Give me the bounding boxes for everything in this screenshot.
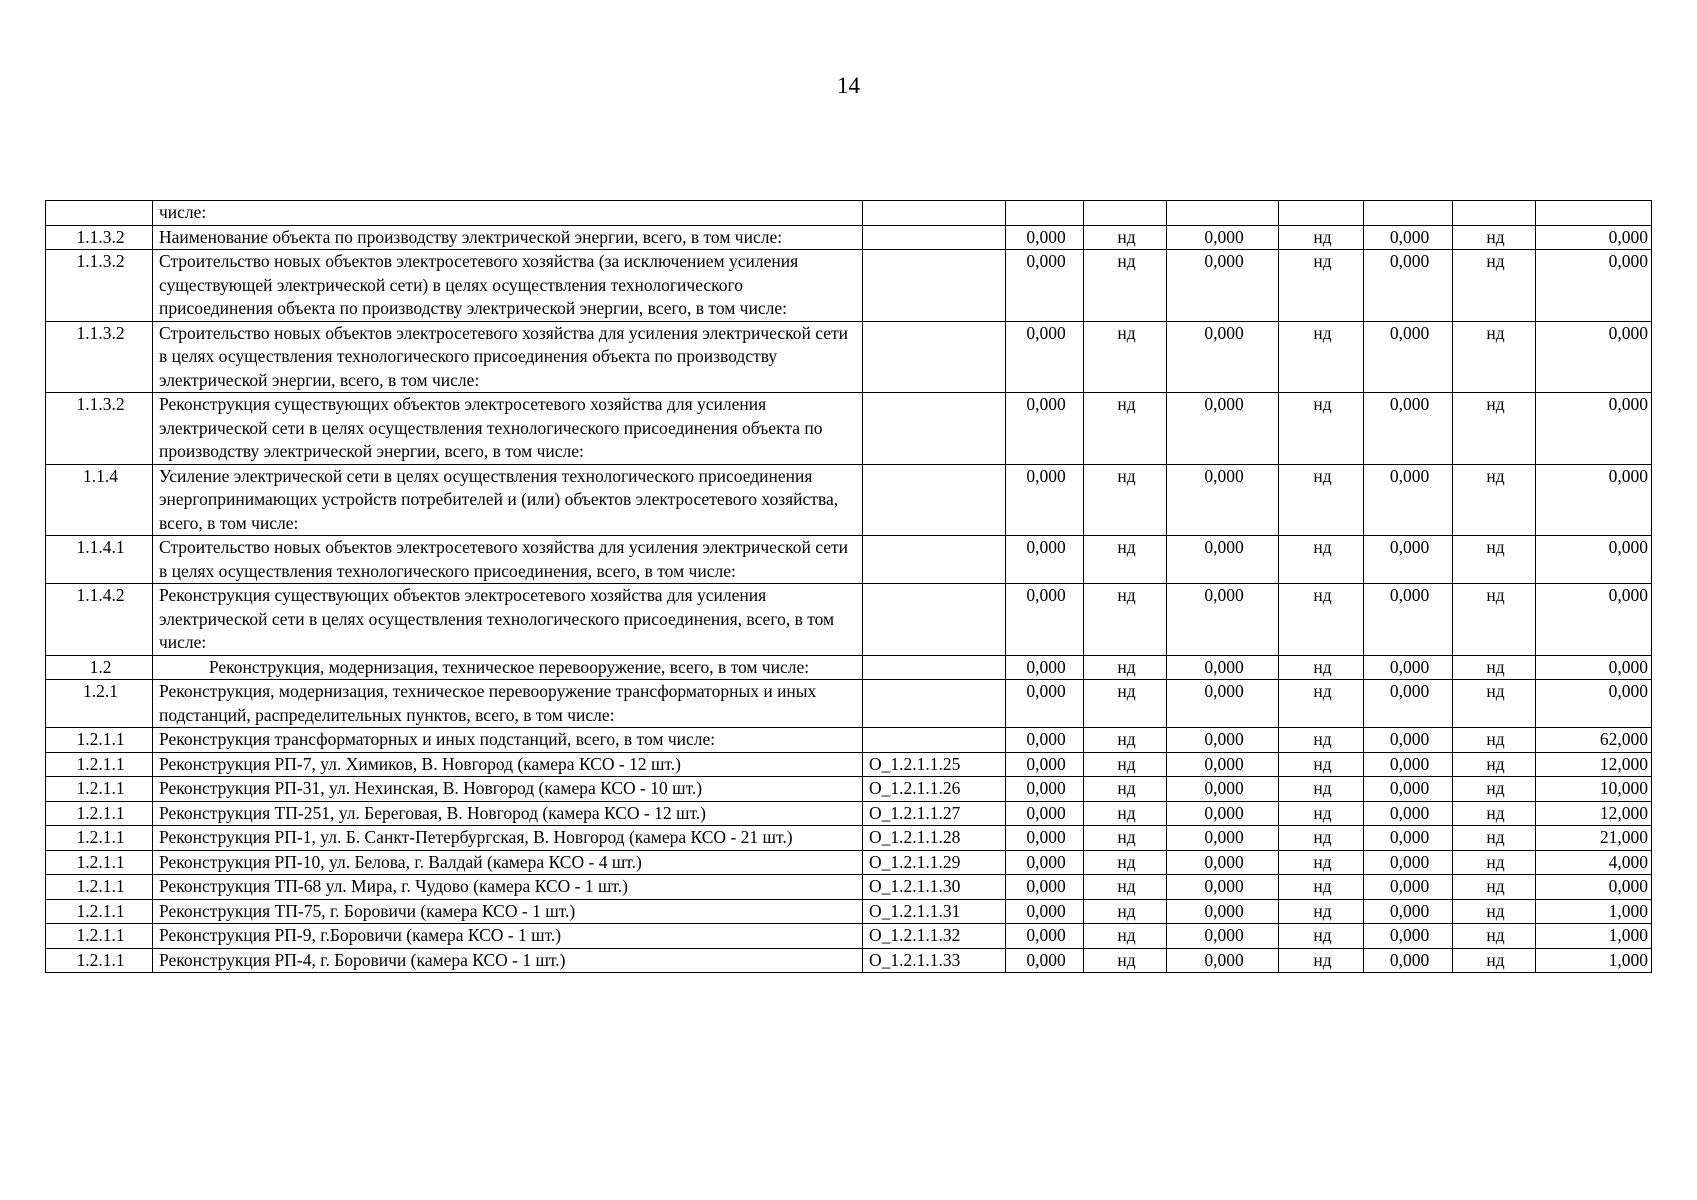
value-cell: 0,000 — [1167, 536, 1279, 584]
nd-cell: нд — [1279, 948, 1364, 973]
table-row — [46, 924, 1652, 949]
value-cell: 0,000 — [1364, 801, 1453, 826]
row-name-cell: Реконструкция ТП-68 ул. Мира, г. Чудово (камера КСО - 1 шт.) — [153, 875, 863, 900]
total-value-cell — [1536, 201, 1652, 226]
value-cell: 0,000 — [1364, 250, 1453, 322]
row-name-cell: Реконструкция РП-10, ул. Белова, г. Валдай (камера КСО - 4 шт.) — [153, 850, 863, 875]
nd-cell: нд — [1453, 655, 1536, 680]
value-cell: 0,000 — [1364, 875, 1453, 900]
total-value-cell: 0,000 — [1536, 393, 1652, 465]
row-number-cell: 1.2.1.1 — [46, 728, 153, 753]
total-value-cell: 21,000 — [1536, 826, 1652, 851]
nd-cell: нд — [1453, 777, 1536, 802]
value-cell: 0,000 — [1364, 464, 1453, 536]
nd-cell: нд — [1453, 801, 1536, 826]
total-value-cell: 1,000 — [1536, 948, 1652, 973]
nd-cell: нд — [1453, 752, 1536, 777]
row-name-cell: Строительство новых объектов электросетевого хозяйства (за исключением усиления существующей электрической сети) в целях осуществления технологического присоединения объекта по производству электрической энергии, всего, в том числе: — [153, 250, 863, 322]
total-value-cell: 0,000 — [1536, 584, 1652, 656]
total-value-cell: 10,000 — [1536, 777, 1652, 802]
nd-cell: нд — [1279, 752, 1364, 777]
value-cell: 0,000 — [1167, 464, 1279, 536]
row-code-cell: О_1.2.1.1.30 — [863, 875, 1006, 900]
value-cell: 0,000 — [1006, 321, 1084, 393]
value-cell: 0,000 — [1006, 225, 1084, 250]
nd-cell: нд — [1279, 728, 1364, 753]
value-cell: 0,000 — [1167, 948, 1279, 973]
row-name-cell: Реконструкция РП-31, ул. Нехинская, В. Новгород (камера КСО - 10 шт.) — [153, 777, 863, 802]
row-name-cell: Реконструкция РП-4, г. Боровичи (камера КСО - 1 шт.) — [153, 948, 863, 973]
row-code-cell — [863, 225, 1006, 250]
nd-cell — [1084, 201, 1167, 226]
nd-cell: нд — [1279, 536, 1364, 584]
total-value-cell: 0,000 — [1536, 321, 1652, 393]
row-code-cell: О_1.2.1.1.32 — [863, 924, 1006, 949]
table-row — [46, 899, 1652, 924]
row-code-cell — [863, 655, 1006, 680]
nd-cell: нд — [1084, 899, 1167, 924]
table-row — [46, 752, 1652, 777]
value-cell: 0,000 — [1167, 801, 1279, 826]
total-value-cell: 62,000 — [1536, 728, 1652, 753]
value-cell: 0,000 — [1006, 728, 1084, 753]
row-code-cell: О_1.2.1.1.26 — [863, 777, 1006, 802]
value-cell: 0,000 — [1167, 850, 1279, 875]
value-cell: 0,000 — [1364, 826, 1453, 851]
row-code-cell — [863, 680, 1006, 728]
nd-cell: нд — [1084, 536, 1167, 584]
value-cell: 0,000 — [1167, 924, 1279, 949]
table-row — [46, 680, 1652, 728]
row-number-cell: 1.1.3.2 — [46, 250, 153, 322]
value-cell: 0,000 — [1167, 899, 1279, 924]
row-code-cell — [863, 584, 1006, 656]
value-cell: 0,000 — [1006, 464, 1084, 536]
row-number-cell: 1.2.1.1 — [46, 899, 153, 924]
nd-cell: нд — [1453, 728, 1536, 753]
nd-cell: нд — [1084, 875, 1167, 900]
nd-cell: нд — [1279, 321, 1364, 393]
row-number-cell: 1.2 — [46, 655, 153, 680]
row-number-cell: 1.2.1.1 — [46, 826, 153, 851]
value-cell: 0,000 — [1167, 584, 1279, 656]
total-value-cell: 0,000 — [1536, 655, 1652, 680]
total-value-cell: 0,000 — [1536, 225, 1652, 250]
value-cell: 0,000 — [1006, 826, 1084, 851]
value-cell: 0,000 — [1167, 875, 1279, 900]
table-row — [46, 948, 1652, 973]
value-cell: 0,000 — [1167, 752, 1279, 777]
row-number-cell: 1.1.4.1 — [46, 536, 153, 584]
value-cell: 0,000 — [1167, 826, 1279, 851]
value-cell: 0,000 — [1364, 584, 1453, 656]
nd-cell: нд — [1453, 875, 1536, 900]
row-number-cell: 1.2.1.1 — [46, 850, 153, 875]
total-value-cell: 12,000 — [1536, 752, 1652, 777]
nd-cell: нд — [1279, 393, 1364, 465]
value-cell: 0,000 — [1364, 680, 1453, 728]
value-cell: 0,000 — [1006, 680, 1084, 728]
total-value-cell: 0,000 — [1536, 464, 1652, 536]
row-name-cell: Наименование объекта по производству электрической энергии, всего, в том числе: — [153, 225, 863, 250]
table-row — [46, 728, 1652, 753]
row-name-cell: Строительство новых объектов электросетевого хозяйства для усиления электрической сети в целях осуществления технологического присоединения объекта по производству электрической энергии, всего, в том числе: — [153, 321, 863, 393]
row-name-cell: Реконструкция РП-1, ул. Б. Санкт-Петербургская, В. Новгород (камера КСО - 21 шт.) — [153, 826, 863, 851]
nd-cell: нд — [1279, 655, 1364, 680]
nd-cell: нд — [1084, 250, 1167, 322]
page-number: 14 — [837, 73, 860, 98]
value-cell: 0,000 — [1006, 899, 1084, 924]
row-number-cell: 1.1.3.2 — [46, 393, 153, 465]
nd-cell: нд — [1279, 899, 1364, 924]
nd-cell: нд — [1084, 948, 1167, 973]
nd-cell: нд — [1453, 826, 1536, 851]
row-number-cell: 1.2.1.1 — [46, 875, 153, 900]
nd-cell — [1279, 201, 1364, 226]
value-cell: 0,000 — [1364, 321, 1453, 393]
row-number-cell: 1.2.1.1 — [46, 924, 153, 949]
value-cell: 0,000 — [1167, 225, 1279, 250]
row-name-cell: Реконструкция ТП-251, ул. Береговая, В. Новгород (камера КСО - 12 шт.) — [153, 801, 863, 826]
row-code-cell: О_1.2.1.1.27 — [863, 801, 1006, 826]
nd-cell: нд — [1279, 924, 1364, 949]
nd-cell: нд — [1084, 728, 1167, 753]
total-value-cell: 4,000 — [1536, 850, 1652, 875]
nd-cell: нд — [1084, 655, 1167, 680]
nd-cell: нд — [1084, 826, 1167, 851]
value-cell: 0,000 — [1167, 680, 1279, 728]
row-number-cell: 1.1.4 — [46, 464, 153, 536]
row-number-cell: 1.2.1.1 — [46, 948, 153, 973]
total-value-cell: 0,000 — [1536, 875, 1652, 900]
nd-cell: нд — [1279, 826, 1364, 851]
table-row — [46, 464, 1652, 536]
nd-cell: нд — [1453, 464, 1536, 536]
row-number-cell: 1.2.1 — [46, 680, 153, 728]
value-cell: 0,000 — [1006, 777, 1084, 802]
nd-cell: нд — [1279, 850, 1364, 875]
table-row — [46, 201, 1652, 226]
nd-cell: нд — [1279, 584, 1364, 656]
nd-cell: нд — [1084, 924, 1167, 949]
row-number-cell: 1.2.1.1 — [46, 752, 153, 777]
nd-cell: нд — [1084, 680, 1167, 728]
value-cell: 0,000 — [1364, 924, 1453, 949]
table-row — [46, 875, 1652, 900]
row-number-cell: 1.2.1.1 — [46, 801, 153, 826]
nd-cell: нд — [1279, 225, 1364, 250]
total-value-cell: 1,000 — [1536, 899, 1652, 924]
value-cell — [1167, 201, 1279, 226]
row-name-cell: Реконструкция существующих объектов электросетевого хозяйства для усиления электрической сети в целях осуществления технологического присоединения объекта по производству электрической энергии, всего, в том числе: — [153, 393, 863, 465]
total-value-cell: 0,000 — [1536, 536, 1652, 584]
investment-program-table — [45, 200, 1652, 973]
row-code-cell — [863, 250, 1006, 322]
total-value-cell: 0,000 — [1536, 250, 1652, 322]
nd-cell: нд — [1453, 225, 1536, 250]
row-code-cell: О_1.2.1.1.29 — [863, 850, 1006, 875]
nd-cell: нд — [1453, 393, 1536, 465]
table-row — [46, 250, 1652, 322]
row-name-cell: Реконструкция трансформаторных и иных подстанций, всего, в том числе: — [153, 728, 863, 753]
nd-cell: нд — [1084, 225, 1167, 250]
value-cell: 0,000 — [1167, 655, 1279, 680]
nd-cell: нд — [1084, 752, 1167, 777]
row-code-cell: О_1.2.1.1.25 — [863, 752, 1006, 777]
value-cell: 0,000 — [1364, 752, 1453, 777]
table-row — [46, 321, 1652, 393]
value-cell: 0,000 — [1364, 393, 1453, 465]
nd-cell: нд — [1084, 321, 1167, 393]
value-cell: 0,000 — [1006, 752, 1084, 777]
nd-cell: нд — [1279, 875, 1364, 900]
row-code-cell — [863, 728, 1006, 753]
total-value-cell: 1,000 — [1536, 924, 1652, 949]
value-cell: 0,000 — [1006, 875, 1084, 900]
row-code-cell: О_1.2.1.1.31 — [863, 899, 1006, 924]
value-cell: 0,000 — [1006, 250, 1084, 322]
nd-cell: нд — [1453, 680, 1536, 728]
row-code-cell — [863, 201, 1006, 226]
row-code-cell: О_1.2.1.1.33 — [863, 948, 1006, 973]
row-name-cell: Реконструкция, модернизация, техническое перевооружение, всего, в том числе: — [153, 655, 863, 680]
value-cell: 0,000 — [1167, 728, 1279, 753]
value-cell: 0,000 — [1006, 584, 1084, 656]
table-row — [46, 801, 1652, 826]
nd-cell: нд — [1084, 850, 1167, 875]
nd-cell: нд — [1279, 680, 1364, 728]
nd-cell: нд — [1084, 584, 1167, 656]
row-name-cell: Реконструкция существующих объектов электросетевого хозяйства для усиления электрической сети в целях осуществления технологического присоединения, всего, в том числе: — [153, 584, 863, 656]
value-cell — [1364, 201, 1453, 226]
value-cell: 0,000 — [1006, 655, 1084, 680]
nd-cell: нд — [1453, 850, 1536, 875]
value-cell: 0,000 — [1006, 393, 1084, 465]
table-row — [46, 584, 1652, 656]
row-name-cell: Реконструкция РП-9, г.Боровичи (камера КСО - 1 шт.) — [153, 924, 863, 949]
value-cell: 0,000 — [1006, 536, 1084, 584]
nd-cell: нд — [1453, 924, 1536, 949]
nd-cell: нд — [1084, 464, 1167, 536]
row-code-cell — [863, 393, 1006, 465]
nd-cell: нд — [1084, 801, 1167, 826]
value-cell: 0,000 — [1364, 948, 1453, 973]
row-code-cell — [863, 536, 1006, 584]
value-cell: 0,000 — [1364, 850, 1453, 875]
value-cell: 0,000 — [1364, 225, 1453, 250]
row-name-cell: Реконструкция ТП-75, г. Боровичи (камера КСО - 1 шт.) — [153, 899, 863, 924]
value-cell: 0,000 — [1364, 655, 1453, 680]
nd-cell: нд — [1453, 899, 1536, 924]
nd-cell: нд — [1279, 801, 1364, 826]
nd-cell: нд — [1279, 777, 1364, 802]
row-code-cell — [863, 464, 1006, 536]
nd-cell: нд — [1279, 250, 1364, 322]
value-cell: 0,000 — [1006, 801, 1084, 826]
table-row — [46, 826, 1652, 851]
row-name-cell: Реконструкция, модернизация, техническое перевооружение трансформаторных и иных подстанций, распределительных пунктов, всего, в том числе: — [153, 680, 863, 728]
row-code-cell: О_1.2.1.1.28 — [863, 826, 1006, 851]
nd-cell: нд — [1084, 393, 1167, 465]
table-row — [46, 225, 1652, 250]
row-number-cell: 1.1.3.2 — [46, 225, 153, 250]
table-body — [46, 201, 1652, 973]
row-name-cell: Реконструкция РП-7, ул. Химиков, В. Новгород (камера КСО - 12 шт.) — [153, 752, 863, 777]
row-number-cell: 1.1.4.2 — [46, 584, 153, 656]
nd-cell: нд — [1453, 321, 1536, 393]
nd-cell: нд — [1084, 777, 1167, 802]
value-cell: 0,000 — [1364, 536, 1453, 584]
table-row — [46, 536, 1652, 584]
row-name-cell: числе: — [153, 201, 863, 226]
row-name-cell: Усиление электрической сети в целях осуществления технологического присоединения энергопринимающих устройств потребителей и (или) объектов электросетевого хозяйства, всего, в том числе: — [153, 464, 863, 536]
value-cell: 0,000 — [1006, 924, 1084, 949]
value-cell: 0,000 — [1364, 728, 1453, 753]
value-cell — [1006, 201, 1084, 226]
value-cell: 0,000 — [1167, 777, 1279, 802]
nd-cell — [1453, 201, 1536, 226]
value-cell: 0,000 — [1006, 948, 1084, 973]
nd-cell: нд — [1453, 250, 1536, 322]
table-row — [46, 777, 1652, 802]
nd-cell: нд — [1453, 584, 1536, 656]
value-cell: 0,000 — [1167, 250, 1279, 322]
value-cell: 0,000 — [1167, 321, 1279, 393]
table-row — [46, 393, 1652, 465]
nd-cell: нд — [1279, 464, 1364, 536]
row-number-cell: 1.1.3.2 — [46, 321, 153, 393]
nd-cell: нд — [1453, 948, 1536, 973]
table-row — [46, 655, 1652, 680]
row-name-cell: Строительство новых объектов электросетевого хозяйства для усиления электрической сети в целях осуществления технологического присоединения, всего, в том числе: — [153, 536, 863, 584]
value-cell: 0,000 — [1167, 393, 1279, 465]
row-number-cell: 1.2.1.1 — [46, 777, 153, 802]
total-value-cell: 0,000 — [1536, 680, 1652, 728]
value-cell: 0,000 — [1364, 777, 1453, 802]
total-value-cell: 12,000 — [1536, 801, 1652, 826]
row-code-cell — [863, 321, 1006, 393]
table-row — [46, 850, 1652, 875]
value-cell: 0,000 — [1364, 899, 1453, 924]
value-cell: 0,000 — [1006, 850, 1084, 875]
row-number-cell — [46, 201, 153, 226]
nd-cell: нд — [1453, 536, 1536, 584]
